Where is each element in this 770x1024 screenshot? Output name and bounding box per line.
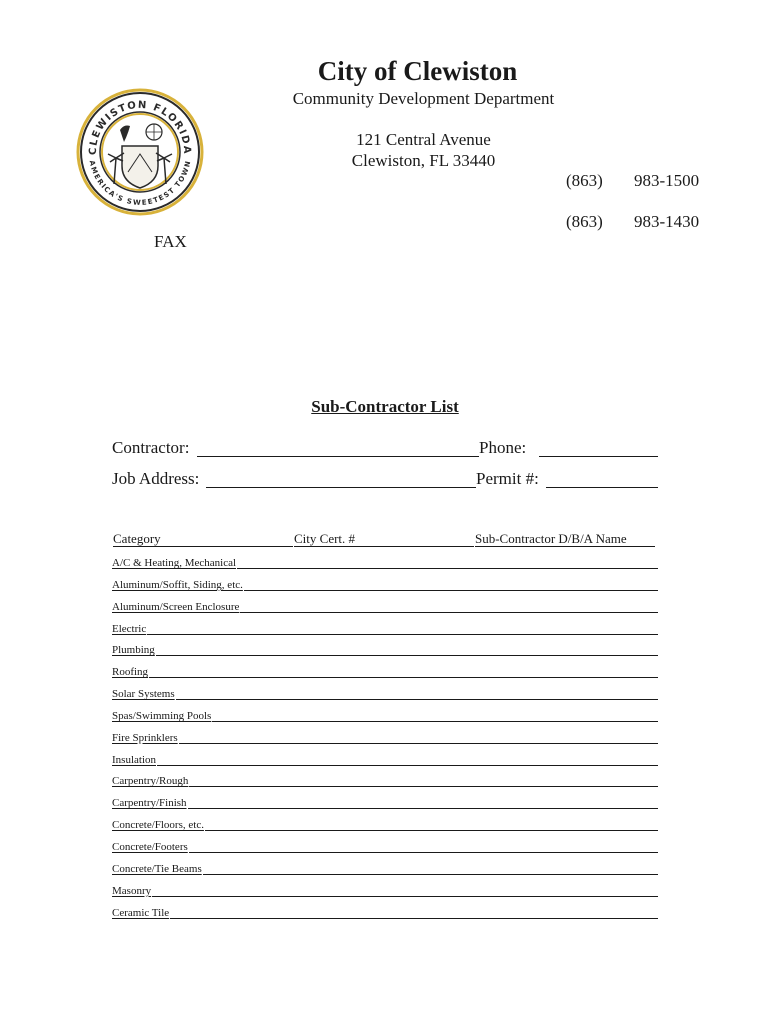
table-row xyxy=(112,731,658,753)
form-title: Sub-Contractor List xyxy=(311,397,459,416)
row-entry-line[interactable] xyxy=(112,786,658,787)
category-label: Concrete/Footers xyxy=(112,840,188,853)
category-label: Carpentry/Rough xyxy=(112,775,189,788)
seal-bottom-text: AMERICA'S SWEETEST TOWN xyxy=(87,159,193,207)
column-header-subcontractor-name: Sub-Contractor D/B/A Name xyxy=(475,531,655,547)
category-label: Carpentry/Finish xyxy=(112,797,187,810)
table-row xyxy=(112,556,658,578)
table-row xyxy=(112,774,658,796)
row-entry-line[interactable] xyxy=(112,699,658,700)
phone-field[interactable] xyxy=(539,456,658,457)
table-row xyxy=(112,709,658,731)
column-header-city-cert: City Cert. # xyxy=(294,531,474,547)
table-row xyxy=(112,906,658,928)
category-label: Aluminum/Screen Enclosure xyxy=(112,600,240,613)
table-row xyxy=(112,884,658,906)
table-row xyxy=(112,796,658,818)
row-entry-line[interactable] xyxy=(112,743,658,744)
category-label: Ceramic Tile xyxy=(112,906,170,919)
department-name: Community Development Department xyxy=(292,89,555,108)
seal-top-text: CLEWISTON FLORIDA xyxy=(87,99,193,156)
address-city: Clewiston, FL 33440 xyxy=(351,151,496,170)
fax-number: 983-1430 xyxy=(634,212,700,231)
table-row xyxy=(112,622,658,644)
table-row xyxy=(112,840,658,862)
row-entry-line[interactable] xyxy=(112,852,658,853)
row-entry-line[interactable] xyxy=(112,765,658,766)
page-title: City of Clewiston xyxy=(317,56,518,86)
category-label: Fire Sprinklers xyxy=(112,731,178,744)
permit-field[interactable] xyxy=(546,487,658,488)
row-entry-line[interactable] xyxy=(112,918,658,919)
table-row xyxy=(112,862,658,884)
category-label: A/C & Heating, Mechanical xyxy=(112,557,237,569)
table-row xyxy=(112,818,658,840)
fax-area-code: (863) xyxy=(566,212,603,231)
contractor-row xyxy=(112,438,658,462)
job-address-row xyxy=(112,469,658,493)
table-row xyxy=(112,687,658,709)
category-label: Concrete/Floors, etc. xyxy=(112,819,204,832)
table-row xyxy=(112,600,658,622)
category-label: Roofing xyxy=(112,666,149,679)
category-label: Solar Systems xyxy=(112,688,175,701)
category-label: Insulation xyxy=(112,753,156,766)
category-label: Aluminum/Soffit, Siding, etc. xyxy=(112,578,243,591)
table-row xyxy=(112,578,658,600)
phone-number: 983-1500 xyxy=(634,171,700,190)
phone-label: Phone: xyxy=(479,438,527,457)
table-row xyxy=(112,753,658,775)
category-list xyxy=(112,556,658,927)
category-label: Masonry xyxy=(112,884,152,897)
fax-label: FAX xyxy=(154,232,187,251)
row-entry-line[interactable] xyxy=(112,677,658,678)
column-header-category: Category xyxy=(113,531,293,547)
row-entry-line[interactable] xyxy=(112,896,658,897)
row-entry-line[interactable] xyxy=(112,655,658,656)
permit-label: Permit #: xyxy=(476,469,539,488)
category-label: Electric xyxy=(112,622,147,635)
address-street: 121 Central Avenue xyxy=(356,130,491,149)
row-entry-line[interactable] xyxy=(112,808,658,809)
category-label: Concrete/Tie Beams xyxy=(112,862,202,875)
phone-area-code: (863) xyxy=(566,171,603,190)
category-label: Plumbing xyxy=(112,644,155,657)
row-entry-line[interactable] xyxy=(112,634,658,635)
job-address-field[interactable] xyxy=(206,487,476,488)
contractor-label: Contractor: xyxy=(112,438,190,457)
category-label: Spas/Swimming Pools xyxy=(112,709,212,722)
table-row xyxy=(112,665,658,687)
contractor-field[interactable] xyxy=(197,456,479,457)
job-address-label: Job Address: xyxy=(112,469,200,488)
table-row xyxy=(112,643,658,665)
